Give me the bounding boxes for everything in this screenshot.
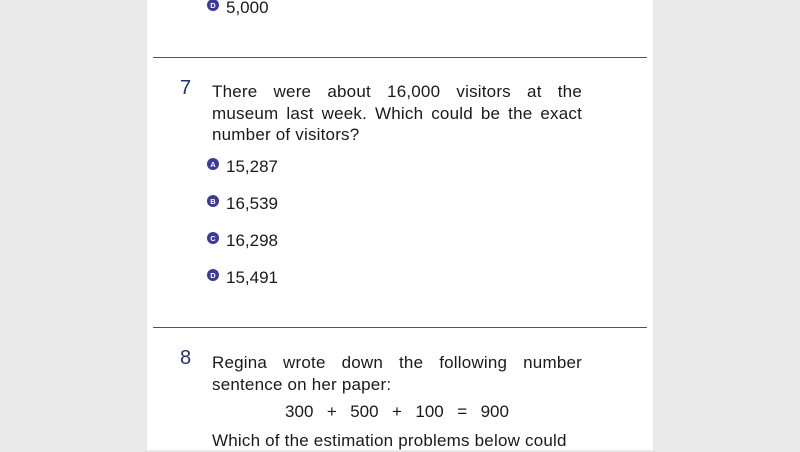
choice-bubble-b: B	[207, 195, 219, 207]
choice-text: 16,539	[226, 194, 278, 213]
number-sentence: 300 + 500 + 100 = 900	[285, 402, 509, 421]
worksheet-page	[147, 0, 653, 450]
question-number-7: 7	[180, 77, 192, 99]
question-8-text-continued: Which of the estimation problems below could	[212, 431, 567, 450]
choice-text: 15,287	[226, 157, 278, 176]
choice-text: 15,491	[226, 268, 278, 287]
question-divider	[153, 327, 647, 328]
choice-text: 16,298	[226, 231, 278, 250]
prev-choice-d[interactable]	[207, 0, 269, 18]
question-7-text: There were about 16,000 visitors at the museum last week. Which could be the exact number of visitors?	[212, 82, 582, 144]
choice-bubble-d: D	[207, 269, 219, 281]
choice-text: 5,000	[226, 0, 269, 17]
q7-choice-c[interactable]	[207, 231, 278, 251]
choice-bubble-c: C	[207, 232, 219, 244]
choice-bubble-a: A	[207, 158, 219, 170]
question-8-text: Regina wrote down the following number sentence on her paper:	[212, 353, 582, 394]
q7-choice-d[interactable]	[207, 268, 278, 288]
q7-choice-b[interactable]	[207, 194, 278, 214]
question-divider	[153, 57, 647, 58]
q7-choice-a[interactable]	[207, 157, 278, 177]
choice-bubble-d: D	[207, 0, 219, 11]
question-number-8: 8	[180, 347, 192, 369]
